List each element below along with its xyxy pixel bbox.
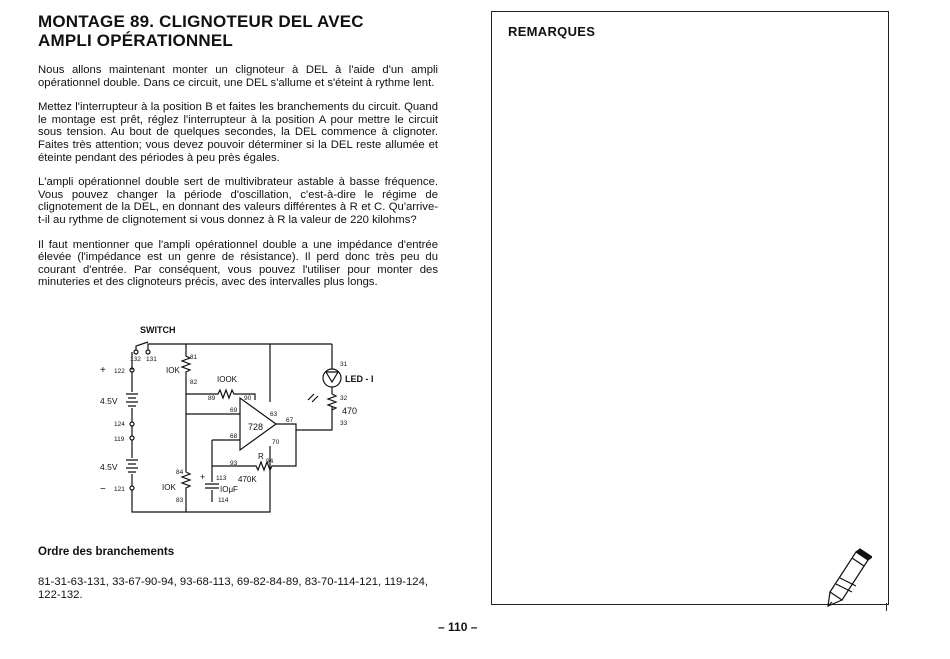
term-63: 63: [270, 411, 278, 418]
circuit-diagram: [90, 322, 390, 522]
term-32: 32: [340, 395, 348, 402]
term-119: 119: [114, 436, 125, 443]
term-122: 122: [114, 368, 125, 375]
paragraph-4: Il faut mentionner que l'ampli opérationnel double a une impédance d'entrée élevée (l'impédance est un genre de résistance). Il perd donc très peu du courant d'entrée. Par conséquent, vous pouvez l'utiliser pour monter des minuteries et des clignoteurs précis, avec des intervalles plus longs.: [38, 238, 438, 289]
led-label: LED - I: [345, 374, 374, 384]
resistor-470k: 470K: [238, 475, 257, 484]
term-94: 94: [266, 458, 274, 465]
term-121: 121: [114, 486, 125, 493]
resistor-100k: IOOK: [217, 375, 238, 384]
battery-2: 4.5V: [100, 462, 118, 472]
term-70: 70: [272, 439, 280, 446]
battery-1: 4.5V: [100, 396, 118, 406]
term-67: 67: [286, 417, 294, 424]
page-title: [38, 12, 438, 50]
term-89: 89: [208, 395, 216, 402]
term-84: 84: [176, 469, 184, 476]
term-81: 81: [190, 354, 198, 361]
ordre-text: 81-31-63-131, 33-67-90-94, 93-68-113, 69-82-84-89, 83-70-114-121, 119-124, 122-132.: [38, 576, 429, 601]
remarques-box: [491, 11, 889, 605]
ic-728: 728: [248, 422, 264, 432]
term-68: 68: [230, 433, 238, 440]
term-69: 69: [230, 407, 238, 414]
term-93: 93: [230, 460, 238, 467]
resistor-r: R: [258, 452, 264, 461]
title-line-1: MONTAGE 89. CLIGNOTEUR DEL AVEC: [38, 12, 364, 31]
term-131: 131: [146, 356, 157, 363]
title-line-2: AMPLI OPÉRATIONNEL: [38, 31, 234, 50]
term-33: 33: [340, 420, 348, 427]
term-82: 82: [190, 379, 198, 386]
page-number: – 110 –: [438, 620, 478, 634]
minus-sign: −: [100, 484, 106, 495]
resistor-10k-top: IOK: [166, 366, 180, 375]
cap-plus: +: [200, 472, 206, 482]
term-113: 113: [216, 475, 227, 482]
box-corner-tick: [886, 603, 887, 611]
pencil-icon: [826, 548, 872, 608]
term-90: 90: [244, 395, 252, 402]
term-83: 83: [176, 497, 184, 504]
paragraph-2: Mettez l'interrupteur à la position B et faites les branchements du circuit. Quand le montage est prêt, réglez l'interrupteur à la position A pour mettre le circuit sous tension. Au bout de quelques secondes, la DEL commence à clignoter. Faites très attention; vous devez pouvoir déterminer si la DEL reste allumée et éteinte pendant des périodes à peu près égales.: [38, 101, 438, 164]
term-132: 132: [130, 356, 141, 363]
resistor-470: 470: [342, 406, 358, 416]
ordre-heading: Ordre des branchements: [38, 546, 175, 558]
plus-sign: +: [100, 365, 106, 376]
term-114: 114: [218, 497, 229, 504]
paragraph-3: L'ampli opérationnel double sert de multivibrateur astable à basse fréquence. Vous pouvez changer la période d'oscillation, c'est-à-dire le régime de clignotement de la DEL, en donnant des valeurs différentes à R et C. Qu'arrive-t-il au rythme de clignotement si vous donnez à R la valeur de 220 kilohms?: [38, 176, 438, 226]
capacitor-10uf: IOμF: [220, 485, 238, 494]
remarques-title: REMARQUES: [508, 24, 596, 39]
left-column: [38, 12, 438, 301]
switch-label: SWITCH: [140, 325, 176, 335]
term-31: 31: [340, 361, 348, 368]
paragraph-1: Nous allons maintenant monter un clignoteur à DEL à l'aide d'un ampli opérationnel double. Dans ce circuit, une DEL s'allume et s'éteint à rythme lent.: [38, 64, 438, 89]
term-124: 124: [114, 421, 125, 428]
resistor-10k-bottom: IOK: [162, 483, 176, 492]
